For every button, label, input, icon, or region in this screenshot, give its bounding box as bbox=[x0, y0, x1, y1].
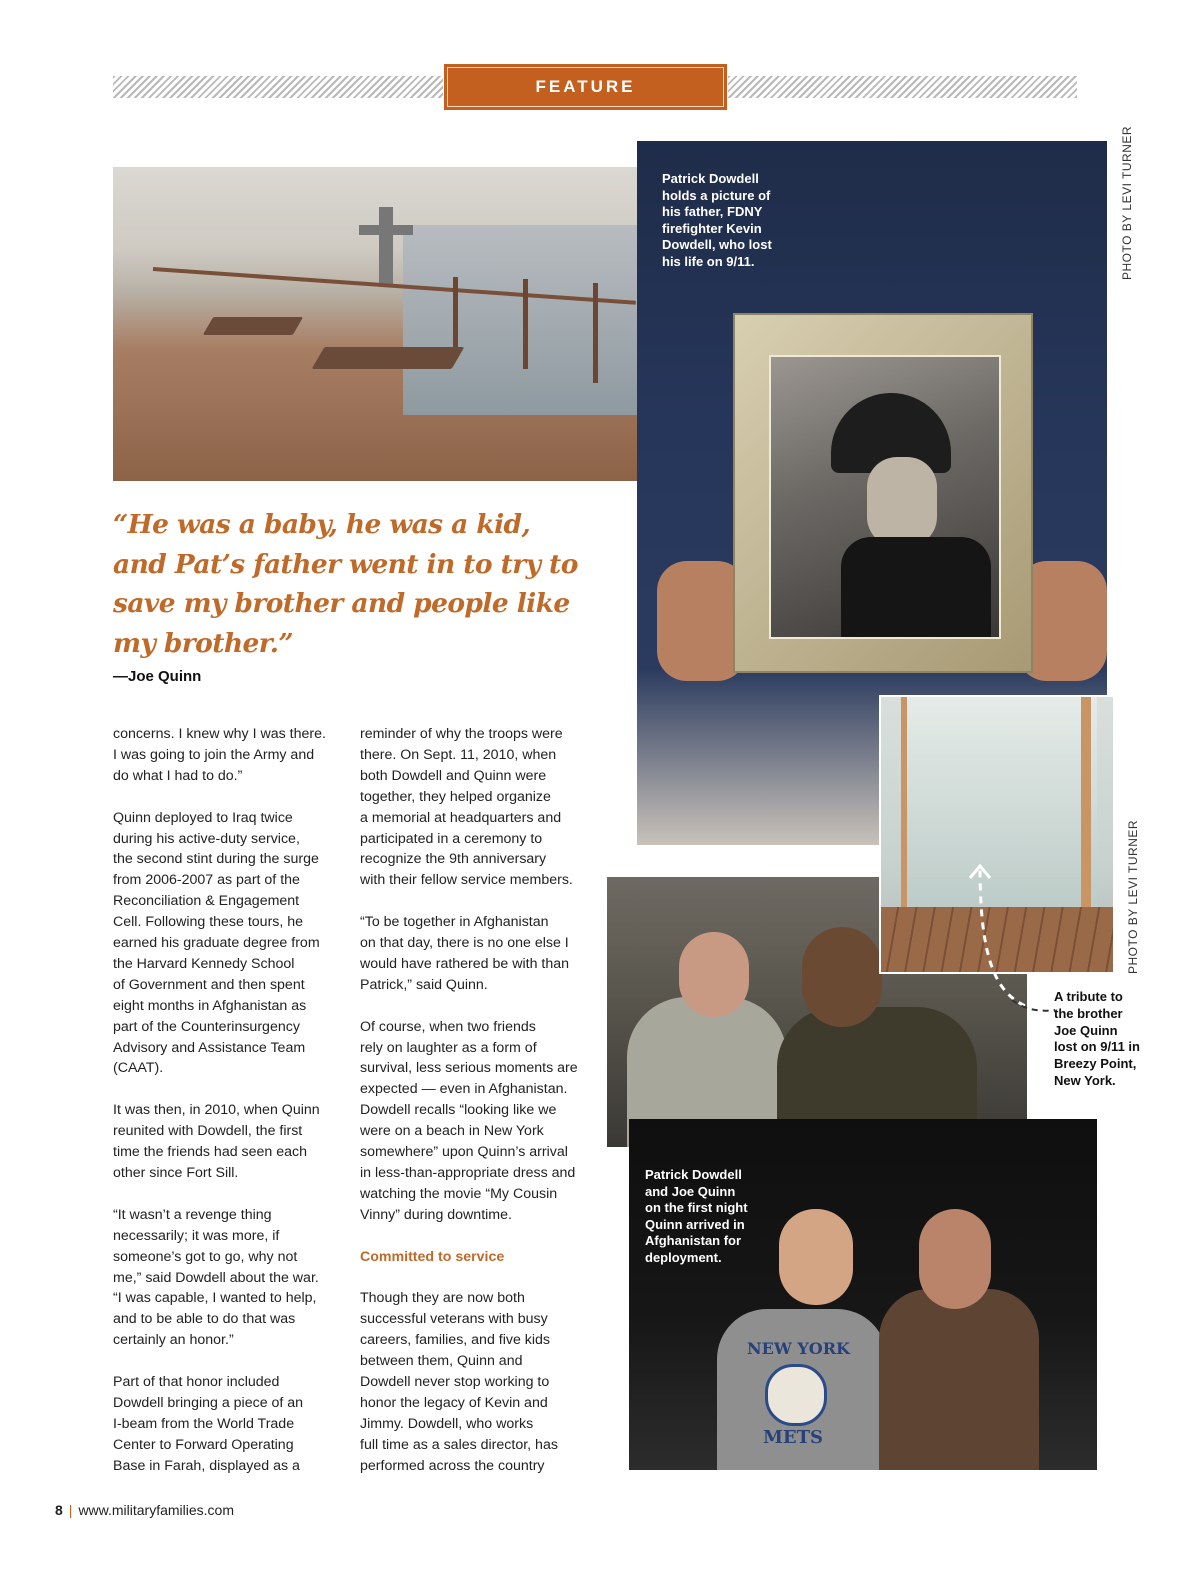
text-line: reunited with Dowdell, the first bbox=[113, 1123, 303, 1140]
text-line: (CAAT). bbox=[113, 1060, 164, 1077]
text-line: Dowdell bringing a piece of an bbox=[113, 1394, 304, 1411]
paragraph bbox=[360, 1017, 595, 1226]
tribute-caption bbox=[1054, 989, 1154, 1090]
railing-post bbox=[453, 277, 458, 357]
text-line: part of the Counterinsurgency bbox=[113, 1018, 300, 1035]
text-line: concerns. I knew why I was there. bbox=[113, 726, 326, 742]
paragraph bbox=[360, 724, 595, 891]
page-number: 8 bbox=[55, 1502, 63, 1518]
text-line: “To be together in Afghanistan bbox=[360, 914, 549, 931]
portrait-caption bbox=[662, 171, 812, 271]
text-line: the second stint during the surge bbox=[113, 851, 319, 868]
text-line: “I was capable, I wanted to help, bbox=[113, 1290, 317, 1307]
text-line: participated in a ceremony to bbox=[360, 830, 543, 847]
caption-line: and Joe Quinn bbox=[645, 1183, 736, 1199]
text-line: somewhere” upon Quinn’s arrival bbox=[360, 1144, 568, 1161]
text-line: Dowdell never stop working to bbox=[360, 1374, 550, 1391]
text-line: Patrick,” said Quinn. bbox=[360, 976, 488, 993]
dashed-arrow-tail-icon bbox=[1010, 990, 1060, 1020]
mets-logo-icon bbox=[765, 1364, 827, 1426]
text-line: Of course, when two friends bbox=[360, 1018, 536, 1035]
railing-post bbox=[523, 279, 528, 369]
caption-line: his father, FDNY bbox=[662, 204, 763, 220]
text-line: Though they are now both bbox=[360, 1290, 525, 1307]
text-line: Base in Farah, displayed as a bbox=[113, 1457, 300, 1474]
caption-line: A tribute to bbox=[1054, 989, 1123, 1004]
text-line: between them, Quinn and bbox=[360, 1353, 523, 1370]
text-line: Cell. Following these tours, he bbox=[113, 914, 304, 931]
pull-quote-line: my brother.” bbox=[113, 627, 293, 659]
mets-shirt bbox=[717, 1309, 887, 1470]
photo-credit-top: PHOTO BY LEVI TURNER bbox=[1120, 125, 1134, 280]
text-line: It was then, in 2010, when Quinn bbox=[113, 1102, 320, 1119]
text-line: do what I had to do.” bbox=[113, 767, 243, 784]
page-footer bbox=[55, 1502, 234, 1518]
caption-line: Patrick Dowdell bbox=[645, 1167, 742, 1182]
paragraph bbox=[113, 724, 343, 787]
text-line: “It wasn’t a revenge thing bbox=[113, 1206, 272, 1223]
caption-line: New York. bbox=[1054, 1072, 1116, 1088]
railing-post bbox=[593, 283, 598, 383]
text-line: expected — even in Afghanistan. bbox=[360, 1081, 568, 1098]
firefighter-face bbox=[867, 457, 937, 547]
night-photo-caption bbox=[645, 1167, 795, 1267]
caption-line: the brother bbox=[1054, 1005, 1123, 1021]
text-line: during his active-duty service, bbox=[113, 830, 300, 847]
text-line: recognize the 9th anniversary bbox=[360, 851, 547, 868]
text-line: I-beam from the World Trade bbox=[113, 1415, 295, 1432]
photo-credit-middle: PHOTO BY LEVI TURNER bbox=[1126, 819, 1140, 974]
soldier-head bbox=[679, 932, 749, 1017]
text-line: both Dowdell and Quinn were bbox=[360, 767, 547, 784]
caption-line: Quinn arrived in bbox=[645, 1216, 745, 1232]
paragraph bbox=[113, 1100, 343, 1184]
text-line: watching the movie “My Cousin bbox=[360, 1185, 558, 1202]
shirt-logo-bottom: METS bbox=[763, 1427, 824, 1448]
footer-divider: | bbox=[68, 1502, 73, 1518]
text-line: Center to Forward Operating bbox=[113, 1436, 294, 1453]
text-line: performed across the country bbox=[360, 1457, 545, 1474]
text-line: from 2006-2007 as part of the bbox=[113, 872, 300, 889]
paragraph bbox=[113, 1205, 343, 1351]
text-line: eight months in Afghanistan as bbox=[113, 997, 307, 1014]
pull-quote-line: and Pat’s father went in to try to bbox=[113, 548, 578, 580]
shirt-logo-top: NEW YORK bbox=[747, 1339, 850, 1358]
memorial-cross bbox=[379, 207, 393, 287]
text-line: someone’s got to go, why not bbox=[113, 1248, 298, 1265]
text-line: necessarily; it was more, if bbox=[113, 1227, 280, 1244]
bearded-man-head bbox=[802, 927, 882, 1027]
turnout-coat bbox=[841, 537, 991, 637]
section-subhead: Committed to service bbox=[360, 1248, 505, 1265]
text-line: Part of that honor included bbox=[113, 1374, 280, 1391]
text-line: other since Fort Sill. bbox=[113, 1165, 239, 1181]
text-line: me,” said Dowdell about the war. bbox=[113, 1269, 319, 1286]
sea-background bbox=[403, 225, 637, 415]
text-line: I was going to join the Army and bbox=[113, 746, 315, 763]
pull-quote-line: save my brother and people like bbox=[113, 588, 570, 619]
text-line: of Government and then spent bbox=[113, 976, 305, 993]
frame-pole bbox=[1081, 697, 1091, 927]
header-hatch-left bbox=[113, 76, 443, 98]
caption-line: firefighter Kevin bbox=[662, 220, 762, 236]
text-line: time the friends had seen each bbox=[113, 1144, 308, 1161]
memorial-deck-photo bbox=[113, 167, 637, 481]
night-arrival-photo bbox=[629, 1119, 1097, 1470]
text-line: reminder of why the troops were bbox=[360, 726, 563, 742]
text-line: Vinny” during downtime. bbox=[360, 1206, 512, 1223]
memorial-cross-arm bbox=[359, 225, 413, 235]
caption-line: Dowdell, who lost bbox=[662, 237, 772, 253]
pull-quote-attribution: —Joe Quinn bbox=[113, 668, 202, 685]
text-line: earned his graduate degree from bbox=[113, 935, 320, 952]
text-line: Advisory and Assistance Team bbox=[113, 1039, 306, 1056]
text-line: full time as a sales director, has bbox=[360, 1436, 558, 1453]
dowdell-head bbox=[919, 1209, 991, 1309]
text-line: successful veterans with busy bbox=[360, 1311, 548, 1328]
text-line: with their fellow service members. bbox=[360, 872, 573, 889]
caption-line: Afghanistan for bbox=[645, 1233, 742, 1249]
picture-frame bbox=[733, 313, 1033, 673]
header-hatch-right bbox=[728, 76, 1077, 98]
text-line: honor the legacy of Kevin and bbox=[360, 1394, 548, 1411]
pull-quote-line: “He was a baby, he was a kid, bbox=[113, 509, 531, 540]
text-line: in less-than-appropriate dress and bbox=[360, 1165, 576, 1181]
caption-line: Breezy Point, bbox=[1054, 1056, 1137, 1072]
text-line: Reconciliation & Engagement bbox=[113, 893, 300, 910]
bench bbox=[312, 347, 465, 369]
text-line: there. On Sept. 11, 2010, when bbox=[360, 746, 557, 763]
brown-shirt bbox=[879, 1289, 1039, 1470]
text-line: would have rathered be with than bbox=[360, 955, 570, 972]
caption-line: holds a picture of bbox=[662, 187, 771, 203]
section-label: FEATURE bbox=[444, 64, 727, 110]
pull-quote bbox=[113, 505, 613, 663]
caption-line: on the first night bbox=[645, 1200, 748, 1216]
body-column-right bbox=[360, 724, 595, 1497]
text-line: Dowdell recalls “looking like we bbox=[360, 1102, 557, 1119]
footer-url[interactable]: www.militaryfamilies.com bbox=[78, 1502, 235, 1518]
text-line: careers, families, and five kids bbox=[360, 1332, 551, 1349]
text-line: Jimmy. Dowdell, who works bbox=[360, 1415, 534, 1432]
text-line: certainly an honor.” bbox=[113, 1332, 234, 1349]
body-column-left bbox=[113, 724, 343, 1497]
text-line: together, they helped organize bbox=[360, 788, 551, 805]
paragraph bbox=[360, 1288, 595, 1476]
caption-line: deployment. bbox=[645, 1249, 722, 1265]
text-line: the Harvard Kennedy School bbox=[113, 955, 295, 972]
text-line: Quinn deployed to Iraq twice bbox=[113, 809, 293, 826]
caption-line: lost on 9/11 in bbox=[1054, 1039, 1140, 1055]
paragraph bbox=[113, 808, 343, 1080]
bench bbox=[203, 317, 303, 335]
caption-line: Joe Quinn bbox=[1054, 1022, 1118, 1038]
text-line: survival, less serious moments are bbox=[360, 1060, 578, 1077]
text-line: were on a beach in New York bbox=[360, 1123, 544, 1140]
caption-line: his life on 9/11. bbox=[662, 253, 755, 269]
paragraph bbox=[360, 912, 595, 996]
text-line: a memorial at headquarters and bbox=[360, 809, 562, 826]
caption-line: Patrick Dowdell bbox=[662, 171, 759, 186]
paragraph bbox=[113, 1372, 343, 1477]
text-line: rely on laughter as a form of bbox=[360, 1039, 537, 1056]
firefighter-portrait bbox=[769, 355, 1001, 639]
text-line: and to be able to do that was bbox=[113, 1311, 296, 1328]
text-line: on that day, there is no one else I bbox=[360, 935, 569, 952]
